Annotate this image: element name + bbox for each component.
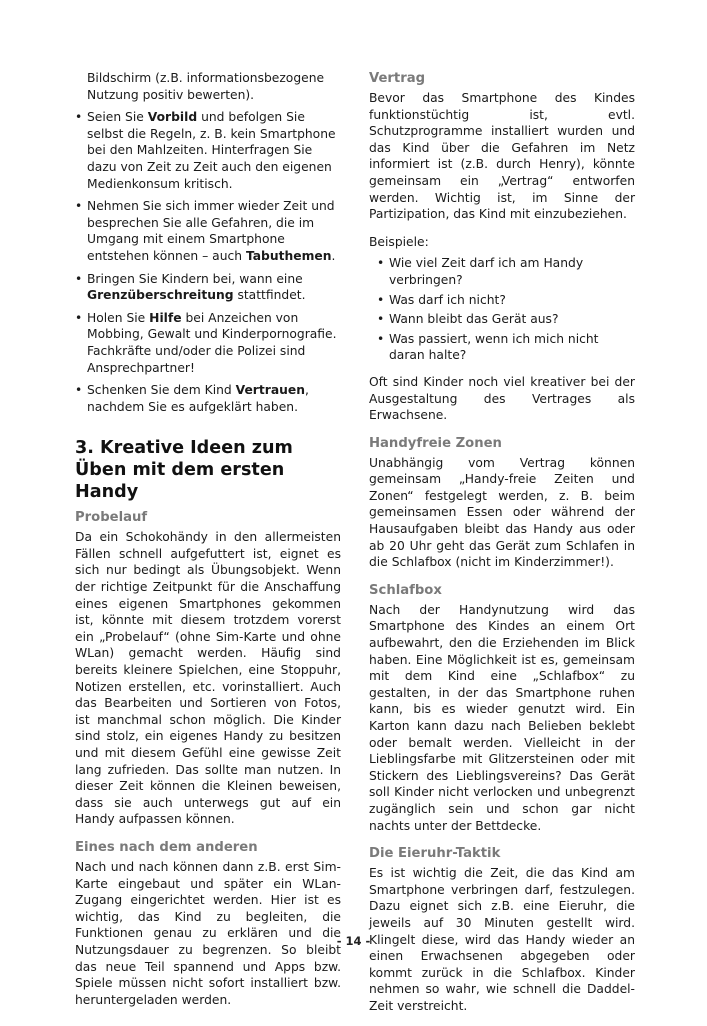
eines-text: Nach und nach können dann z.B. erst Sim-Karte eingebaut und später ein WLan-Zugang eingerichtet werden. Hier ist es wichtig, das Kind zu begleiten, die Funktionen genau zu erklären und die Nutzungsdauer zu begrenzen. So bleibt das neue Teil spannend und Apps bzw. Spiele müssen nicht sofort installiert bzw. heruntergeladen werden.	[75, 859, 341, 1007]
schlafbox-heading: Schlafbox	[369, 582, 442, 598]
list-item: • Was passiert, wenn ich mich nicht daran halte?	[369, 331, 635, 364]
list-item: • Wie viel Zeit darf ich am Handy verbringen?	[369, 255, 635, 288]
schlafbox-text: Nach der Handynutzung wird das Smartphone des Kindes an einem Ort aufbewahrt, den die Erziehenden im Blick haben. Eine Möglichkeit ist es, gemeinsam mit dem Kind eine „Schlafbox“ zu gestalten, in der das Smartphone ruhen kann, bis es wieder genutzt wird. Ein Karton kann dazu nach Belieben beklebt oder bemalt werden. Vielleicht in der Lieblingsfarbe mit Glitzersteinen oder mit Stickern des Lieblingsvereins? Das Gerät soll Kinder nicht verlocken und unbegrenzt zugänglich sein und schon gar nicht nachts unter der Bettdecke.	[369, 602, 635, 833]
examples-list	[369, 255, 635, 364]
probelauf-text: Da ein Schokohändy in den allermeisten Fällen schnell aufgefuttert ist, eignet es sich nur bedingt als Übungsobjekt. Wenn der richtige Zeitpunkt für die Anschaffung eines eigenen Smartphones gekommen ist, könnte mit diesem trotzdem vorerst ein „Probelauf“ (ohne Sim-Karte und ohne WLan) gemacht werden. Häufig sind bereits kleinere Spielchen, eine Stoppuhr, Notizen erstellen, etc. vorinstalliert. Auch das Bearbeiten und Sortieren von Fotos, ist manchmal schon möglich. Die Kinder sind stolz, ein eigenes Handy zu besitzen und mit diesem Gefühl eine gewisse Zeit lang zufrieden. Das sollte man nutzen. In dieser Zeit können die Kleinen beweisen, dass sie auch unterwegs gut auf ein Handy aufpassen können.	[75, 530, 341, 827]
vertrag-heading: Vertrag	[369, 71, 426, 86]
list-item: • Nehmen Sie sich immer wieder Zeit und besprechen Sie alle Gefahren, die im Umgang mit einem Smartphone entstehen können – auch Tabuthemen.	[75, 198, 341, 264]
list-item: • Seien Sie Vorbild und befolgen Sie selbst die Regeln, z. B. kein Smartphone bei den Mahlzeiten. Hinterfragen Sie dazu von Zeit zu Zeit auch den eigenen Medienkonsum kritisch.	[75, 109, 341, 192]
eieruhr-text: Es ist wichtig die Zeit, die das Kind am Smartphone verbringen darf, festzulegen. Dazu eignet sich z.B. eine Eieruhr, die jeweils auf 30 Minuten gestellt wird. Klingelt diese, wird das Handy wieder an einen Erwachsenen abgegeben oder kommt zurück in die Schlafbox. Kinder nehmen so wahr, wie schnell die Daddel-Zeit verstreicht.	[369, 866, 635, 1013]
left-column	[75, 70, 341, 1019]
right-column	[369, 70, 635, 1026]
list-item: • Schenken Sie dem Kind Vertrauen, nachdem Sie es aufgeklärt haben.	[75, 382, 341, 415]
list-item: • Bringen Sie Kindern bei, wann eine Grenzüberschreitung stattfindet.	[75, 271, 341, 304]
tips-list	[75, 70, 341, 415]
list-item: • Was darf ich nicht?	[369, 292, 635, 309]
eines-heading: Eines nach dem anderen	[75, 839, 258, 855]
zonen-text: Unabhängig vom Vertrag können gemeinsam „Handy-freie Zeiten und Zonen“ festgelegt werden, z. B. beim gemeinsamen Essen oder während der Hausaufgaben bleibt das Handy aus oder ab 20 Uhr geht das Gerät zum Schlafen in die Schlafbox (nicht im Kinderzimmer!).	[369, 455, 635, 570]
page-number: - 14 -	[336, 934, 371, 948]
list-item: Bildschirm (z.B. informationsbezogene Nutzung positiv bewerten).	[87, 71, 325, 102]
eieruhr-heading: Die Eieruhr-Taktik	[369, 846, 501, 862]
vertrag-text: Bevor das Smartphone des Kindes funktionstüchtig ist, evtl. Schutzprogramme installiert wurden und das Kind über die Gefahren im Netz informiert ist (z.B. durch Henry), könnte gemeinsam ein „Vertrag“ entworfen werden. Wichtig ist, im Sinne der Partizipation, das Kind mit einzubeziehen.	[369, 91, 635, 222]
list-item: • Holen Sie Hilfe bei Anzeichen von Mobbing, Gewalt und Kinderpornografie. Fachkräfte und/oder die Polizei sind Ansprechpartner!	[75, 310, 341, 376]
section-title: 3. Kreative Ideen zum Üben mit dem ersten Handy	[75, 438, 293, 503]
probelauf-heading: Probelauf	[75, 510, 148, 526]
list-item: • Wann bleibt das Gerät aus?	[369, 311, 635, 328]
zonen-heading: Handyfreie Zonen	[369, 435, 502, 451]
vertrag-closing: Oft sind Kinder noch viel kreativer bei der Ausgestaltung des Vertrages als Erwachsene.	[369, 374, 635, 423]
examples-label: Beispiele:	[369, 234, 429, 249]
